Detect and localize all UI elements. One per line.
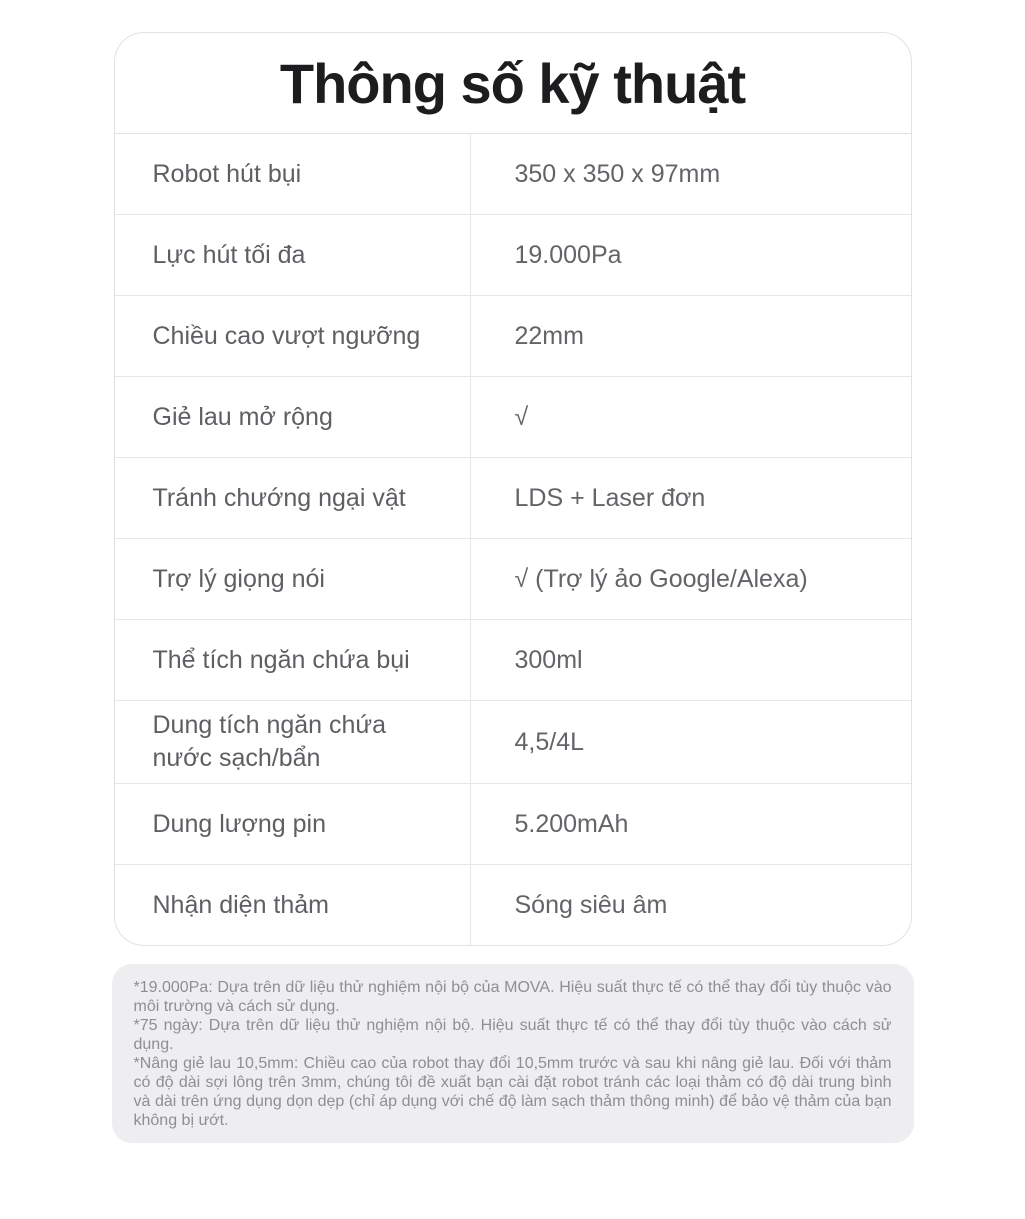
spec-value: 4,5/4L [514,727,585,756]
spec-label: Nhận diện thảm [115,865,471,945]
spec-value: 5.200mAh [514,809,629,838]
spec-label: Trợ lý giọng nói [115,539,471,619]
spec-value: √ [514,402,529,431]
table-row [115,865,911,945]
spec-label: Robot hút bụi [115,134,471,214]
spec-value: LDS + Laser đơn [514,483,706,512]
table-row [115,458,911,539]
page-title: Thông số kỹ thuật [115,33,911,134]
page-background [0,32,1025,1219]
spec-value: 22mm [514,321,584,350]
spec-label: Dung tích ngăn chứa nước sạch/bẩn [115,701,471,783]
table-row [115,215,911,296]
table-row [115,539,911,620]
spec-value: 19.000Pa [514,240,622,269]
table-row [115,377,911,458]
table-row [115,620,911,701]
footnote-paragraph: *75 ngày: Dựa trên dữ liệu thử nghiệm nội bộ. Hiệu suất thực tế có thể thay đổi tùy thuộc vào cách sử dụng. [133,1017,892,1053]
spec-table [115,134,911,945]
spec-value: 300ml [514,645,583,674]
footnote-paragraph: *Nâng giẻ lau 10,5mm: Chiều cao của robot thay đổi 10,5mm trước và sau khi nâng giẻ lau. Đối với thảm có độ dài sợi lông trên 3mm, chúng tôi đề xuất bạn cài đặt robot tránh các loại thảm có độ dài trung bình và dài trên ứng dụng dọn dẹp (chỉ áp dụng với chế độ làm sạch thảm thông minh) để bảo vệ thảm của bạn không bị ướt. [133,1055,892,1129]
spec-value: 350 x 350 x 97mm [514,159,721,188]
spec-label: Dung lượng pin [115,784,471,864]
spec-value: Sóng siêu âm [514,890,668,919]
table-row [115,134,911,215]
footnote-box [112,964,914,1143]
table-row [115,296,911,377]
spec-label: Lực hút tối đa [115,215,471,295]
spec-value: √ (Trợ lý ảo Google/Alexa) [514,564,808,593]
spec-card [114,32,912,946]
table-row [115,784,911,865]
spec-label: Chiều cao vượt ngưỡng [115,296,471,376]
footnote-paragraph: *19.000Pa: Dựa trên dữ liệu thử nghiệm nội bộ của MOVA. Hiệu suất thực tế có thể thay đổi tùy thuộc vào môi trường và cách sử dụng. [133,979,892,1015]
spec-label: Tránh chướng ngại vật [115,458,471,538]
table-row [115,701,911,784]
spec-label: Giẻ lau mở rộng [115,377,471,457]
spec-label: Thể tích ngăn chứa bụi [115,620,471,700]
